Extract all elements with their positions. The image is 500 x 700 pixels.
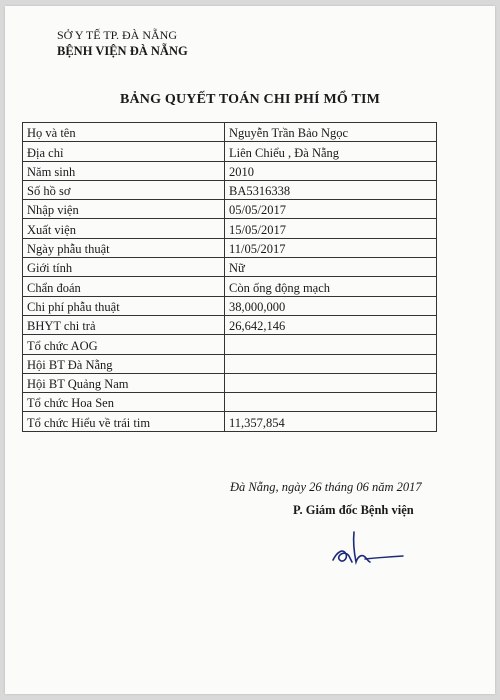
row-value: 05/05/2017	[225, 200, 437, 219]
row-label: BHYT chi trả	[23, 315, 225, 334]
date-line: Đà Nẵng, ngày 26 tháng 06 năm 2017	[230, 480, 422, 494]
row-value: 38,000,000	[225, 296, 437, 315]
table-row	[23, 354, 437, 373]
table-row	[23, 335, 437, 354]
row-value: BA5316338	[225, 180, 437, 199]
table-row	[23, 373, 437, 392]
row-label: Tổ chức Hiểu về trái tim	[23, 412, 225, 431]
row-value: Liên Chiểu , Đà Nẵng	[225, 142, 437, 161]
row-value: Nguyễn Trần Bảo Ngọc	[225, 123, 437, 142]
row-label: Giới tính	[23, 258, 225, 277]
row-label: Tổ chức Hoa Sen	[23, 393, 225, 412]
handwritten-signature	[327, 526, 407, 574]
table-row	[23, 258, 437, 277]
row-label: Địa chỉ	[23, 142, 225, 161]
table-row	[23, 393, 437, 412]
table-row	[23, 238, 437, 257]
table-row	[23, 123, 437, 142]
row-label: Hội BT Đà Nẵng	[23, 354, 225, 373]
table-row	[23, 315, 437, 334]
settlement-table-body	[23, 123, 437, 432]
row-label: Ngày phẫu thuật	[23, 238, 225, 257]
row-label: Số hồ sơ	[23, 180, 225, 199]
row-label: Tổ chức AOG	[23, 335, 225, 354]
document-title: BẢNG QUYẾT TOÁN CHI PHÍ MỔ TIM	[119, 92, 381, 107]
table-row	[23, 200, 437, 219]
issuer-header	[57, 28, 188, 59]
row-label: Xuất viện	[23, 219, 225, 238]
row-value	[225, 393, 437, 412]
department-name: SỞ Y TẾ TP. ĐÀ NẴNG	[57, 28, 178, 42]
row-value: 2010	[225, 161, 437, 180]
table-row	[23, 161, 437, 180]
row-label: Nhập viện	[23, 200, 225, 219]
table-row	[23, 142, 437, 161]
table-row	[23, 296, 437, 315]
signer-title: P. Giám đốc Bệnh viện	[293, 503, 414, 517]
row-value	[225, 354, 437, 373]
table-row	[23, 277, 437, 296]
hospital-name: BỆNH VIỆN ĐÀ NẴNG	[57, 44, 188, 58]
row-value: 15/05/2017	[225, 219, 437, 238]
row-value: 11/05/2017	[225, 238, 437, 257]
row-value: Nữ	[225, 258, 437, 277]
row-value: Còn ống động mạch	[225, 277, 437, 296]
row-label: Họ và tên	[23, 123, 225, 142]
row-label: Chẩn đoán	[23, 277, 225, 296]
row-value	[225, 373, 437, 392]
table-row	[23, 219, 437, 238]
row-label: Năm sinh	[23, 161, 225, 180]
table-row	[23, 412, 437, 431]
row-value: 26,642,146	[225, 315, 437, 334]
row-label: Chi phí phẫu thuật	[23, 296, 225, 315]
table-row	[23, 180, 437, 199]
row-value: 11,357,854	[225, 412, 437, 431]
row-label: Hội BT Quảng Nam	[23, 373, 225, 392]
document-page	[5, 6, 495, 694]
row-value	[225, 335, 437, 354]
settlement-table	[22, 122, 437, 432]
